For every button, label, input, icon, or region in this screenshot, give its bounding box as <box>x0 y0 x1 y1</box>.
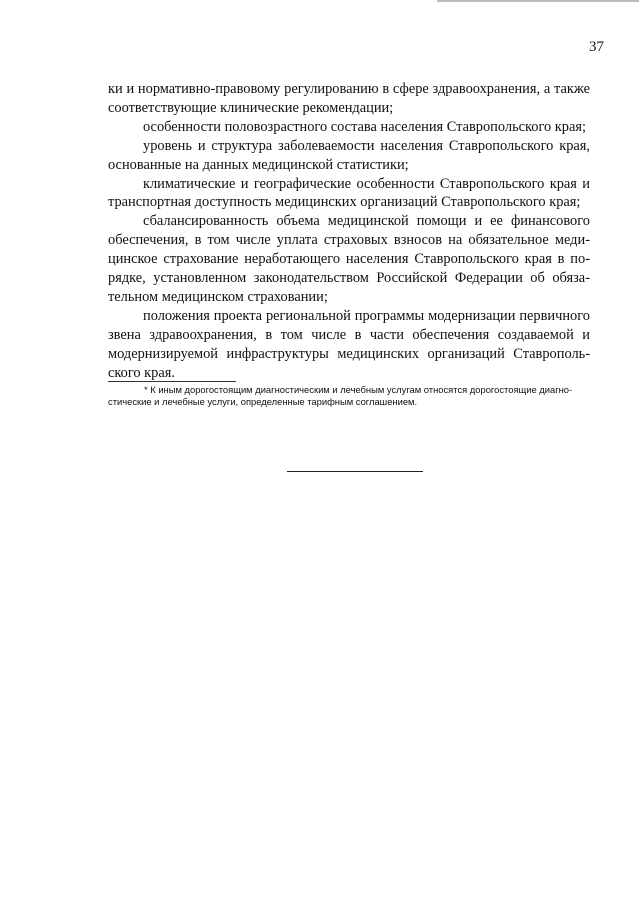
paragraph-age-sex-structure: особенности половозрастного состава населения Ставропольского края; <box>143 118 587 135</box>
paragraph-modernization-program: положения проекта региональной программы модернизации первичного звена здравоохранения, в том числе в части обеспечения создаваемой и модернизируемой инфраструктуры медицинских организаций Ставропольского края. <box>108 307 590 381</box>
paragraph-climate-transport: климатические и географические особенности Ставропольского края и транспортная доступность медицинских организаций Ставропольского края; <box>108 175 590 211</box>
body-text <box>108 80 590 383</box>
paragraph-financial-balance: сбалансированность объема медицинской помощи и ее финансового обеспечения, в том числе уплата страховых взносов на обязательное медицинское страхование неработающего населения Ставропольского края в порядке, установленном законодательством Российской Федерации об обязательном медицинском страховании; <box>108 213 590 305</box>
page-number: 37 <box>589 39 604 55</box>
top-edge-rule <box>437 0 639 2</box>
footnote-separator <box>108 381 236 382</box>
end-of-document-rule <box>287 471 423 472</box>
footnote-text: * К иным дорогостоящим диагностическим и лечебным услугам относятся дорогостоящие диагностические и лечебные услуги, определенные тарифным соглашением. <box>108 384 573 407</box>
paragraph-morbidity: уровень и структура заболеваемости населения Ставропольского края, основанные на данных медицинской статистики; <box>108 137 590 173</box>
paragraph-continuation: ки и нормативно-правовому регулированию в сфере здравоохранения, а также соответствующие клинические рекомендации; <box>108 81 590 116</box>
